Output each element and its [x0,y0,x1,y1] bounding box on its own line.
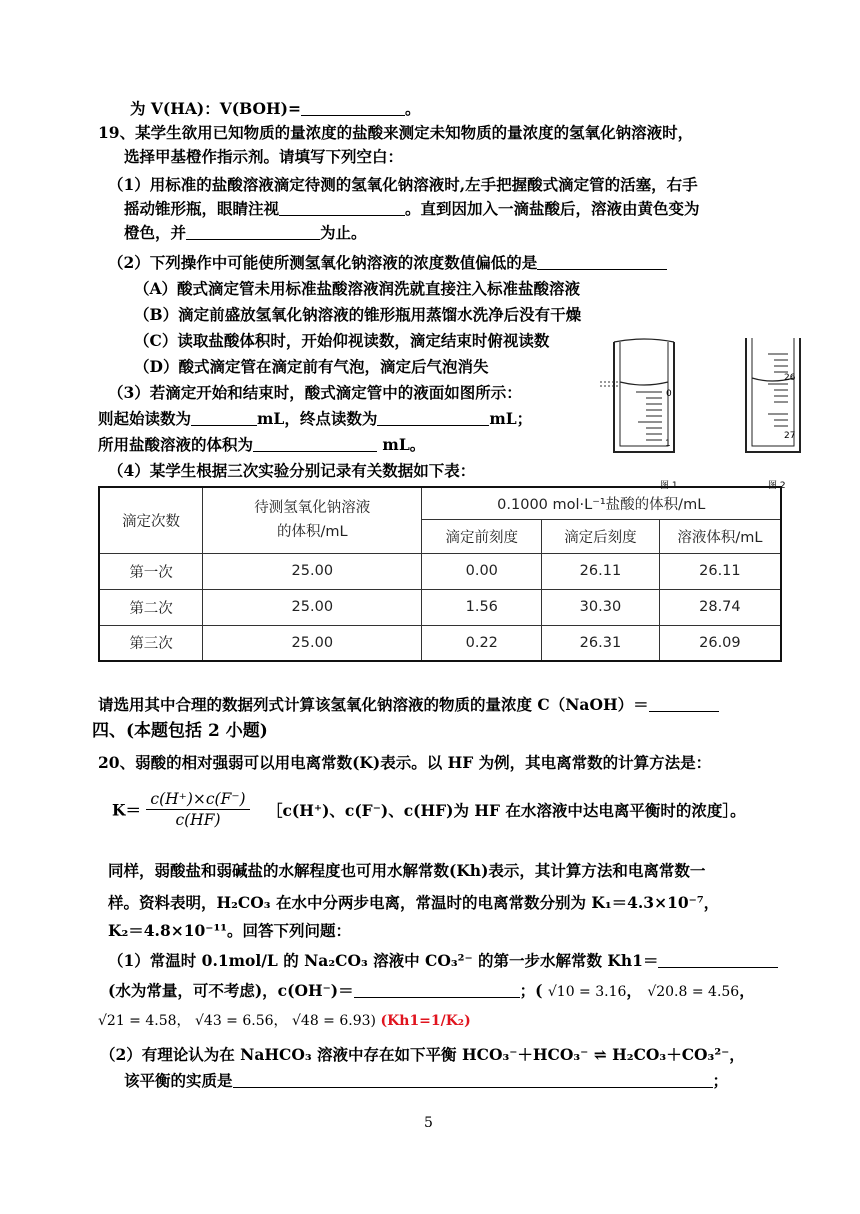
q19-part2: （2）下列操作中可能使所测氢氧化钠溶液的浓度数值偏低的是 [108,252,667,274]
q19-part4: （4）某学生根据三次实验分别记录有关数据如下表： [108,461,476,480]
q19-part3-volume: 所用盐酸溶液的体积为 mL。 [98,435,426,454]
cell-after: 30.30 [542,589,660,625]
cell-volume: 26.11 [659,553,781,589]
q20-part2-line1: （2）有理论认为在 NaHCO₃ 溶液中存在如下平衡 HCO₃⁻＋HCO₃⁻ ⇌ H₂CO₃＋CO₃²⁻， [100,1045,745,1064]
q20-part2-line2: 该平衡的实质是 ； [124,1071,729,1090]
kh1-hint: (Kh1=1/K₂) [380,1013,471,1029]
cell-naoh: 25.00 [203,553,422,589]
q20-stem: 20、弱酸的相对强弱可以用电离常数(K)表示。以 HF 为例，其电离常数的计算方法是： [98,753,712,772]
cell-naoh: 25.00 [203,625,422,661]
figure-2-caption: 图 2 [768,481,786,491]
answer-blank-concentration[interactable] [649,695,719,712]
titration-data-table [98,486,782,662]
ratio-line: 为 V(HA)：V(BOH)= 。 [130,99,421,118]
option-b: （B）滴定前盛放氢氧化钠溶液的锥形瓶用蒸馏水洗净后没有干燥 [134,305,582,324]
scale-label-1: 1 [665,439,671,449]
q19-part3: （3）若滴定开始和结束时，酸式滴定管中的液面如图所示： [108,383,522,402]
answer-blank-kh1[interactable] [658,951,778,968]
sqrt-hint-10: √10 = 3.16 [547,984,627,1000]
option-a: （A）酸式滴定管未用标准盐酸溶液润洗就直接注入标准盐酸溶液 [134,279,581,298]
q19-part1-line3: 橙色，并 为止。 [124,223,367,242]
cell-before: 0.00 [422,553,542,589]
q19-part1-line1: （1）用标准的盐酸溶液滴定待测的氢氧化钠溶液时,左手把握酸式滴定管的活塞，右手 [108,175,698,194]
header-before: 滴定前刻度 [422,519,542,553]
answer-blank-low-error[interactable] [537,253,667,270]
answer-blank-volume[interactable] [253,435,377,452]
q20-para-3: K₂＝4.8×10⁻¹¹。回答下列问题： [108,921,352,940]
cell-after: 26.31 [542,625,660,661]
table-row [99,625,781,661]
burette-1 [600,339,674,452]
cell-naoh: 25.00 [203,589,422,625]
answer-blank-endpoint[interactable] [186,223,320,240]
header-hcl-volume: 0.1000 mol·L⁻¹盐酸的体积/mL [422,487,781,519]
header-solution-volume: 溶液体积/mL [659,519,781,553]
cell-after: 26.11 [542,553,660,589]
q20-part1-line2: (水为常量，可不考虑)，c(OH⁻)＝ ；( √10 = 3.16， √20.8 = 4.56， [108,981,755,1000]
cell-before: 1.56 [422,589,542,625]
option-c: （C）读取盐酸体积时，开始仰视读数，滴定结束时俯视读数 [134,331,550,350]
answer-blank-oh[interactable] [354,981,520,998]
q20-para-1: 同样，弱酸盐和弱碱盐的水解程度也可用水解常数(Kh)表示，其计算方法和电离常数一 [108,861,706,880]
cell-volume: 26.09 [659,625,781,661]
sqrt-hint-48: √48 = 6.93 [292,1013,371,1029]
sqrt-hint-20-8: √20.8 = 4.56 [647,984,740,1000]
scale-label-0: 0 [666,389,672,399]
sqrt-hint-21: √21 = 4.58 [98,1013,177,1029]
cell-trial: 第二次 [99,589,203,625]
answer-blank-observe[interactable] [279,199,405,216]
burette-figure [592,334,802,486]
q19-stem-1: 19、某学生欲用已知物质的量浓度的盐酸来测定未知物质的量浓度的氢氧化钠溶液时， [98,123,694,142]
cell-trial: 第三次 [99,625,203,661]
figure-1-caption: 图 1 [660,481,678,491]
answer-blank-ratio[interactable] [301,99,405,116]
table-row [99,553,781,589]
ka-formula: K＝ $\frac{c(H^+)\times c(F^-)}{c(HF)}$ ［c(H⁺)、c(F⁻)、c(HF)为 HF 在水溶液中达电离平衡时的浓度］。 [112,790,746,829]
naoh-concentration-line: 请选用其中合理的数据列式计算该氢氧化钠溶液的物质的量浓度 C（NaOH）＝ [98,694,719,716]
q19-stem-2: 选择甲基橙作指示剂。请填写下列空白： [124,147,404,166]
header-trial: 滴定次数 [99,487,203,553]
q20-part1-line3: √21 = 4.58， √43 = 6.56， √48 = 6.93) (Kh1=1/K₂) [98,1013,471,1029]
option-d: （D）酸式滴定管在滴定前有气泡，滴定后气泡消失 [134,357,489,376]
q19-part3-readings: 则起始读数为 mL，终点读数为 mL； [98,409,533,428]
ka-fraction: $\frac{c(H^+)\times c(F^-)}{c(HF)}$ [146,790,249,829]
scale-label-26: 26 [784,373,796,383]
cell-trial: 第一次 [99,553,203,589]
answer-blank-start-reading[interactable] [191,409,257,426]
answer-blank-equilibrium[interactable] [233,1071,713,1088]
sqrt-hint-43: √43 = 6.56 [195,1013,274,1029]
answer-blank-end-reading[interactable] [377,409,489,426]
header-naoh-volume: 待测氢氧化钠溶液 的体积/mL [203,487,422,553]
cell-before: 0.22 [422,625,542,661]
table-row [99,589,781,625]
section-4-heading: 四、(本题包括 2 小题) [92,721,268,741]
header-after: 滴定后刻度 [542,519,660,553]
page-number: 5 [424,1115,433,1131]
q20-part1-line1: （1）常温时 0.1mol/L 的 Na₂CO₃ 溶液中 CO₃²⁻ 的第一步水解常数 Kh1＝ [108,950,778,972]
cell-volume: 28.74 [659,589,781,625]
q19-part1-line2: 摇动锥形瓶，眼睛注视 。直到因加入一滴盐酸后，溶液由黄色变为 [124,199,700,218]
q20-para-2: 样。资料表明，H₂CO₃ 在水中分两步电离，常温时的电离常数分别为 K₁＝4.3×10⁻⁷， [108,893,720,912]
scale-label-27: 27 [784,431,796,441]
